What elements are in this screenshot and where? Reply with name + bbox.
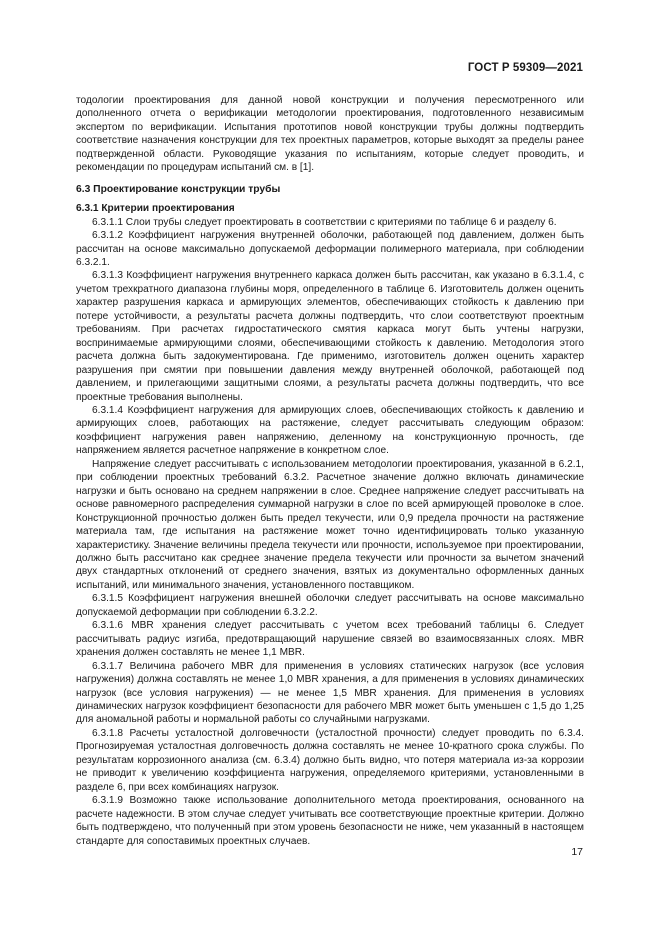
paragraph-6-3-1-1: 6.3.1.1 Слои трубы следует проектировать в соответствии с критериями по таблице 6 и разделу 6.	[92, 216, 557, 228]
paragraph-stress-calculation: Напряжение следует рассчитывать с использованием методологии проектирования, указанной в 6.2.1, при соблюдении проектных требований 6.3.2. Расчетное значение должно включать динамические нагрузки и быть основано на среднем напряжении в слое. Среднее напряжение следует рассчитывать на основе равномерного распределения суммарной нагрузки в слое по всей армирующей проволоке в слое. Конструкционной прочностью должен быть предел текучести, или 0,9 предела прочности на растяжение материала там, где испытания на растяжение может точно идентифицировать только указанную характеристику. Значение величины предела текучести или прочности, используемое при проектировании, должно быть рассчитано как среднее значение предела текучести или прочности за вычетом значений двух стандартных отклонений от среднего значения, взятых из документально оформленных данных испытаний, или минимального значения, установленного поставщиком.	[76, 458, 584, 591]
paragraph-6-3-1-9: 6.3.1.9 Возможно также использование дополнительного метода проектирования, основанного на расчете надежности. В этом случае следует учитывать все соответствующие проектные критерии. Должно быть подтверждено, что полученный при этом уровень безопасности не ниже, чем указанный в настоящем стандарте для сопоставимых проектных случаев.	[76, 795, 584, 847]
paragraph-6-3-1-2: 6.3.1.2 Коэффициент нагружения внутренней оболочки, работающей под давлением, должен быть рассчитан на основе максимально допускаемой деформации полимерного материала, при соблюдении 6.3.2.1.	[76, 230, 584, 269]
page-number: 17	[571, 846, 583, 858]
paragraph-6-3-1-4: 6.3.1.4 Коэффициент нагружения для армирующих слоев, обеспечивающих стойкость к давлению и армирующих слоев, работающих на растяжение, следует рассчитывать следующим образом: коэффициент нагружения равен напряжению, деленному на конструкционную прочность, где напряжением является расчетное напряжение в конкретном слое.	[76, 405, 584, 457]
paragraph-6-3-1-6: 6.3.1.6 MBR хранения следует рассчитывать с учетом всех требований таблицы 6. Следует рассчитывать радиус изгиба, предотвращающий нарушение связей во взаимосвязанных слоях. MBR хранения должен составлять не менее 1,1 MBR.	[76, 620, 584, 659]
subsection-heading: 6.3.1 Критерии проектирования	[76, 203, 235, 215]
page-body	[76, 94, 584, 848]
section-heading: 6.3 Проектирование конструкции трубы	[76, 183, 281, 195]
paragraph-6-3-1-8: 6.3.1.8 Расчеты усталостной долговечности (усталостной прочности) следует проводить по 6.3.4. Прогнозируемая усталостная долговечность должна составлять не менее 10-кратного срока службы. По результатам коррозионного анализа (см. 6.3.4) должно быть видно, что потеря материала из-за коррозии не приводит к увеличению коэффициента нагружения, определяемого критериями, установленными в разделе 6, при всех комбинациях нагрузок.	[76, 727, 584, 793]
intro-paragraph: тодологии проектирования для данной новой конструкции и получения пересмотренного или дополненного отчета о верификации методологии проектирования, подготовленного независимым экспертом по верификации. Испытания прототипов новой конструкции трубы должны подтвердить соответствие назначения конструкции для тех проектных параметров, которые выходят за пределы ранее подтвержденной области. Руководящие указания по испытаниям, которые следует проводить, и рекомендации по процедурам испытаний см. в [1].	[76, 95, 584, 174]
paragraph-6-3-1-3: 6.3.1.3 Коэффициент нагружения внутреннего каркаса должен быть рассчитан, как указано в 6.3.1.4, с учетом трехкратного диапазона глубины моря, определенного в таблице 6. Изготовитель должен оценить характер разрушения каркаса и армирующих элементов, обеспечивающих стойкость к давлению при потере устойчивости, а результаты расчета должны подтвердить, что слои соответствуют проектным требованиям. При расчетах гидростатического смятия каркаса могут быть учтены нагрузки, воспринимаемые армирующими слоями, обеспечивающими стойкость к давлению. Методология этого расчета должна быть задокументирована. Где применимо, изготовитель должен оценить характер разрушения при смятии при повышении давления между внутренней оболочкой, работающей под давлением, и прилегающими защитными слоями, а результаты расчета должны подтвердить, что все проектные требования выполнены.	[76, 270, 584, 403]
paragraph-6-3-1-5: 6.3.1.5 Коэффициент нагружения внешней оболочки следует рассчитывать на основе максимально допускаемой деформации при соблюдении 6.3.2.2.	[76, 593, 584, 618]
paragraph-6-3-1-7: 6.3.1.7 Величина рабочего MBR для применения в условиях статических нагрузок (все условия нагружения) должна составлять не менее 1,0 MBR хранения, а для применения в условиях динамических нагрузок (все условия нагружения) — не менее 1,5 MBR хранения. Для применения в условиях динамических нагрузок коэффициент безопасности для рабочего MBR может быть уменьшен с 1,5 до 1,25 для аномальной работы и нормальной работы со случайными нагрузками.	[76, 660, 584, 726]
document-id: ГОСТ Р 59309—2021	[467, 62, 583, 74]
